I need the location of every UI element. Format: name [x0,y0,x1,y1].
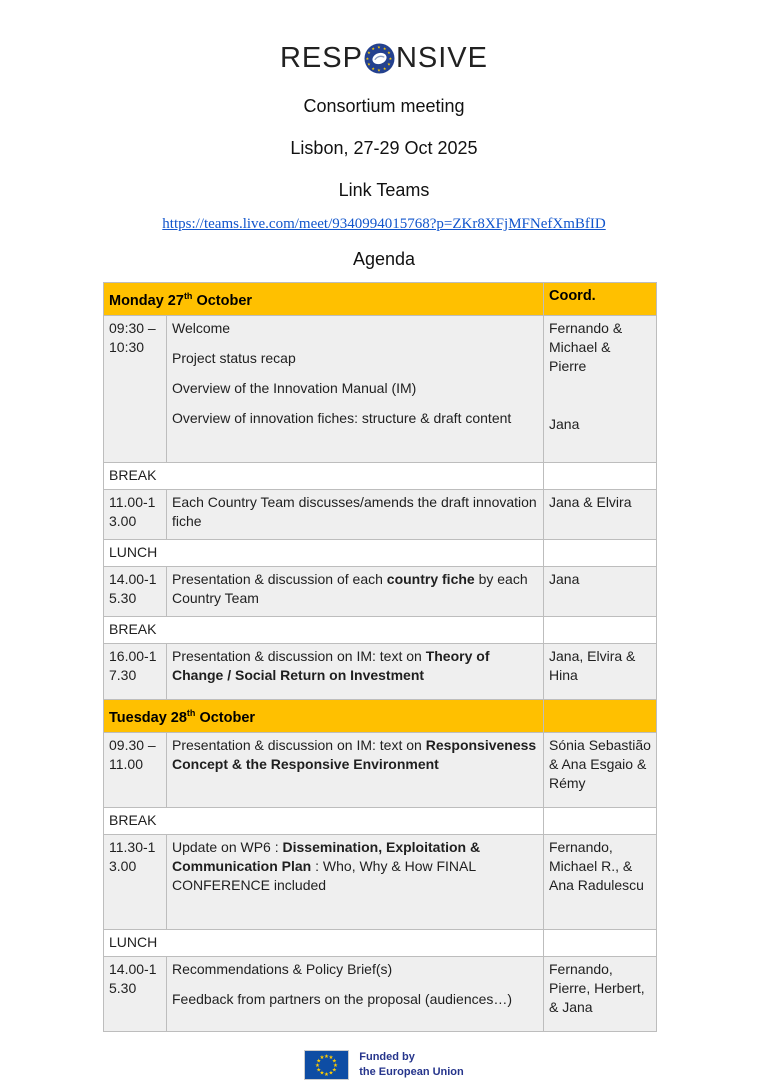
agenda-heading: Agenda [352,249,416,269]
break-row [104,616,657,643]
funding-line2: the European Union [359,1065,464,1078]
session-row [104,834,657,929]
time-cell: 09:30 – 10:30 [104,315,167,462]
coord-column-header [544,699,657,732]
svg-text:★: ★ [382,65,388,71]
svg-text:★: ★ [387,61,392,67]
coord-paragraph: Jana & Elvira [549,493,632,510]
break-coord-cell [544,929,657,956]
session-row [104,956,657,1031]
svg-text:★: ★ [328,1070,334,1077]
funding-line1: Funded by [359,1050,415,1063]
session-row [104,643,657,699]
break-coord-cell [544,616,657,643]
description-paragraph: Presentation & discussion on IM: text on Responsiveness Concept & the Responsive Environment [172,736,537,772]
break-label-cell: LUNCH [104,539,544,566]
svg-text:★: ★ [388,55,394,61]
coord-cell [544,956,657,1031]
time-cell: 14.00-1 5.30 [104,956,167,1031]
svg-text:★: ★ [316,1067,322,1074]
description-paragraph: Feedback from partners on the proposal (audiences…) [172,990,513,1007]
description-cell [167,834,544,929]
svg-text:★: ★ [382,46,388,52]
break-row [104,462,657,489]
eu-flag-icon [304,1050,349,1080]
break-row [104,929,657,956]
description-paragraph: Presentation & discussion on IM: text on Theory of Change / Social Return on Investment [172,647,490,683]
day-header-cell: Monday 27th October [104,283,544,316]
svg-text:★: ★ [365,55,371,61]
location-date-line: Lisbon, 27-29 Oct 2025 [290,138,478,158]
description-cell [167,315,544,462]
svg-text:★: ★ [371,65,377,71]
description-paragraph: Presentation & discussion of each country fiche by each Country Team [172,570,528,606]
session-row [104,489,657,539]
day-header-row [104,699,657,732]
description-paragraph: Welcome [172,319,231,336]
funding-text [359,1050,464,1080]
time-cell: 11.00-1 3.00 [104,489,167,539]
day-header-cell: Tuesday 28th October [104,699,544,732]
day-header-row [104,283,657,316]
description-paragraph: Overview of the Innovation Manual (IM) [172,379,417,396]
description-paragraph: Update on WP6 : Dissemination, Exploitation & Communication Plan : Who, Why & How FINAL CONFERENCE included [172,838,481,893]
session-row [104,315,657,462]
time-cell: 09.30 – 11.00 [104,732,167,807]
coord-cell [544,732,657,807]
logo-text-prefix: RESP [279,42,363,74]
svg-text:★: ★ [328,1054,334,1061]
description-cell [167,956,544,1031]
coord-paragraph: Fernando, Michael R., & Ana Radulescu [549,838,644,893]
link-teams-label: Link Teams [338,180,430,200]
svg-text:★: ★ [387,50,392,56]
coord-column-header: Coord. [544,283,657,316]
coord-paragraph: Fernando & Michael & Pierre [549,319,623,374]
svg-text:★: ★ [324,1071,330,1078]
description-paragraph [172,906,538,925]
break-label-cell: BREAK [104,807,544,834]
coord-cell [544,834,657,929]
break-label-cell: BREAK [104,462,544,489]
description-paragraph: Recommendations & Policy Brief(s) [172,960,393,977]
break-label-cell: LUNCH [104,929,544,956]
time-cell: 16.00-1 7.30 [104,643,167,699]
responsive-logo [0,0,768,74]
coord-cell [544,643,657,699]
break-row [104,807,657,834]
coord-paragraph: Fernando, Pierre, Herbert, & Jana [549,960,645,1015]
description-paragraph: Project status recap [172,349,296,366]
svg-text:★: ★ [332,1058,338,1065]
break-coord-cell [544,539,657,566]
eu-funding-block [0,1050,768,1080]
coord-paragraph: Sónia Sebastião & Ana Esgaio & Rémy [549,736,651,791]
svg-text:★: ★ [333,1062,339,1069]
break-coord-cell [544,462,657,489]
coord-paragraph: Jana, Elvira & Hina [549,647,636,683]
coord-cell [544,566,657,616]
svg-text:★: ★ [319,1054,325,1061]
coord-paragraph [549,386,651,405]
link-line [0,215,768,233]
svg-text:★: ★ [316,1058,322,1065]
agenda-table [103,282,657,1032]
description-cell [167,489,544,539]
logo-text-suffix: NSIVE [395,42,488,74]
description-cell [167,566,544,616]
description-paragraph: Overview of innovation fiches: structure & draft content [172,409,512,426]
description-cell [167,732,544,807]
description-paragraph: Each Country Team discusses/amends the draft innovation fiche [172,493,537,529]
svg-text:★: ★ [367,50,372,56]
svg-text:★: ★ [377,44,382,50]
svg-text:★: ★ [324,1053,330,1060]
svg-text:★: ★ [367,61,372,67]
svg-text:★: ★ [332,1067,338,1074]
description-paragraph [172,439,538,458]
session-row [104,566,657,616]
break-row [104,539,657,566]
eu-stars-globe-icon [364,43,395,74]
coord-paragraph: Jana [549,570,580,587]
description-cell [167,643,544,699]
coord-paragraph: Jana [549,415,580,432]
meeting-title: Consortium meeting [303,96,465,116]
svg-text:★: ★ [319,1070,325,1077]
agenda-table-body [104,283,657,1032]
svg-text:★: ★ [315,1062,321,1069]
time-cell: 14.00-1 5.30 [104,566,167,616]
coord-cell [544,315,657,462]
teams-meeting-link[interactable]: https://teams.live.com/meet/9340994015768?p=ZKr8XFjMFNefXmBfID [162,216,606,232]
time-cell: 11.30-1 3.00 [104,834,167,929]
svg-text:★: ★ [371,46,377,52]
break-coord-cell [544,807,657,834]
break-label-cell: BREAK [104,616,544,643]
session-row [104,732,657,807]
svg-text:★: ★ [377,67,382,73]
coord-cell [544,489,657,539]
